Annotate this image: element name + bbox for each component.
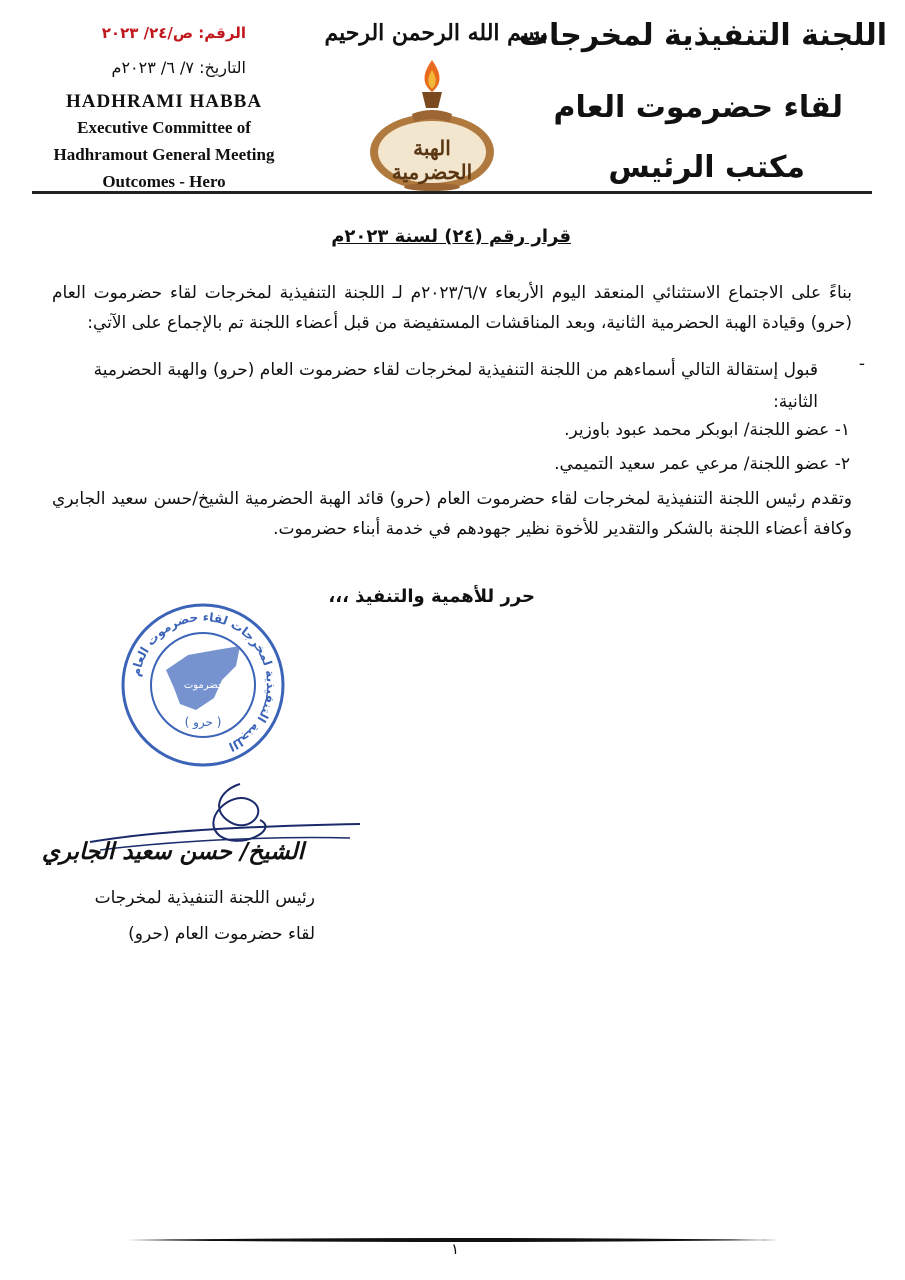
official-stamp xyxy=(118,600,288,770)
signatory-role-line2: لقاء حضرموت العام (حرو) xyxy=(128,924,315,944)
en-line-4: Outcomes - Hero xyxy=(102,172,226,191)
decision-title: قرار رقم (٢٤) لسنة ٢٠٢٣م xyxy=(331,226,571,247)
page-number: ١ xyxy=(450,1240,460,1258)
committee-title: اللجنة التنفيذية لمخرجات xyxy=(518,18,887,53)
thanks-paragraph: وتقدم رئيس اللجنة التنفيذية لمخرجات لقاء حضرموت العام (حرو) قائد الهبة الحضرمية الشيخ/حسن سعيد الجابري وكافة أعضاء اللجنة بالشكر والتقدير للأخوة نظير جهودهم في خدمة أبناء حضرموت. xyxy=(52,489,852,539)
header-divider xyxy=(32,191,872,194)
reference-number: الرقم: ص/٢٤/ ٢٠٢٣ xyxy=(101,24,246,42)
meeting-title: لقاء حضرموت العام xyxy=(553,90,843,125)
stamp-bottom-text: ( حرو ) xyxy=(184,715,222,729)
bullet-dash: - xyxy=(858,354,865,374)
en-line-2: Executive Committee of xyxy=(77,118,251,137)
en-line-3: Hadhramout General Meeting xyxy=(53,145,275,164)
signatory-name: الشيخ/ حسن سعيد الجابري xyxy=(41,838,304,865)
en-org-name: HADHRAMI HABBA xyxy=(65,91,263,112)
signature-icon xyxy=(80,780,380,890)
stamp-ring-text: اللجنة التنفيذية لمخرجات لقاء حضرموت العام xyxy=(128,609,279,754)
basmala: بسم الله الرحمن الرحيم xyxy=(324,20,548,46)
stamp-icon xyxy=(118,600,288,770)
resignation-item: قبول إستقالة التالي أسماءهم من اللجنة التنفيذية لمخرجات لقاء حضرموت العام (حرو) والهبة الحضرمية الثانية: xyxy=(93,360,818,412)
signature-scribble xyxy=(80,780,380,890)
member-item-1: ١- عضو اللجنة/ ابوبكر محمد عبود باوزير. xyxy=(564,420,850,440)
signatory-role-line1: رئيس اللجنة التنفيذية لمخرجات xyxy=(94,888,315,908)
member-item-2: ٢- عضو اللجنة/ مرعي عمر سعيد التميمي. xyxy=(554,454,850,474)
intro-paragraph: بناءً على الاجتماع الاستثنائي المنعقد اليوم الأربعاء ٢٠٢٣/٦/٧م لـ اللجنة التنفيذية لمخرجات لقاء حضرموت العام (حرو) وقيادة الهبة الحضرمية الثانية، وبعد المناقشات المستفيضة من قبل أعضاء اللجنة تم بالإجماع على الآتي: xyxy=(52,283,852,333)
english-header xyxy=(28,90,300,195)
logo-text: الهبة الحضرمية xyxy=(391,136,473,184)
office-title: مكتب الرئيس xyxy=(608,150,805,185)
habba-logo xyxy=(352,52,512,192)
reference-date: التاريخ: ٧/ ٦/ ٢٠٢٣م xyxy=(111,58,246,77)
footer-divider xyxy=(126,1228,778,1234)
closing-line: حرر للأهمية والتنفيذ ،،، xyxy=(328,586,535,607)
stamp-map-label: حضرموت xyxy=(183,680,225,691)
